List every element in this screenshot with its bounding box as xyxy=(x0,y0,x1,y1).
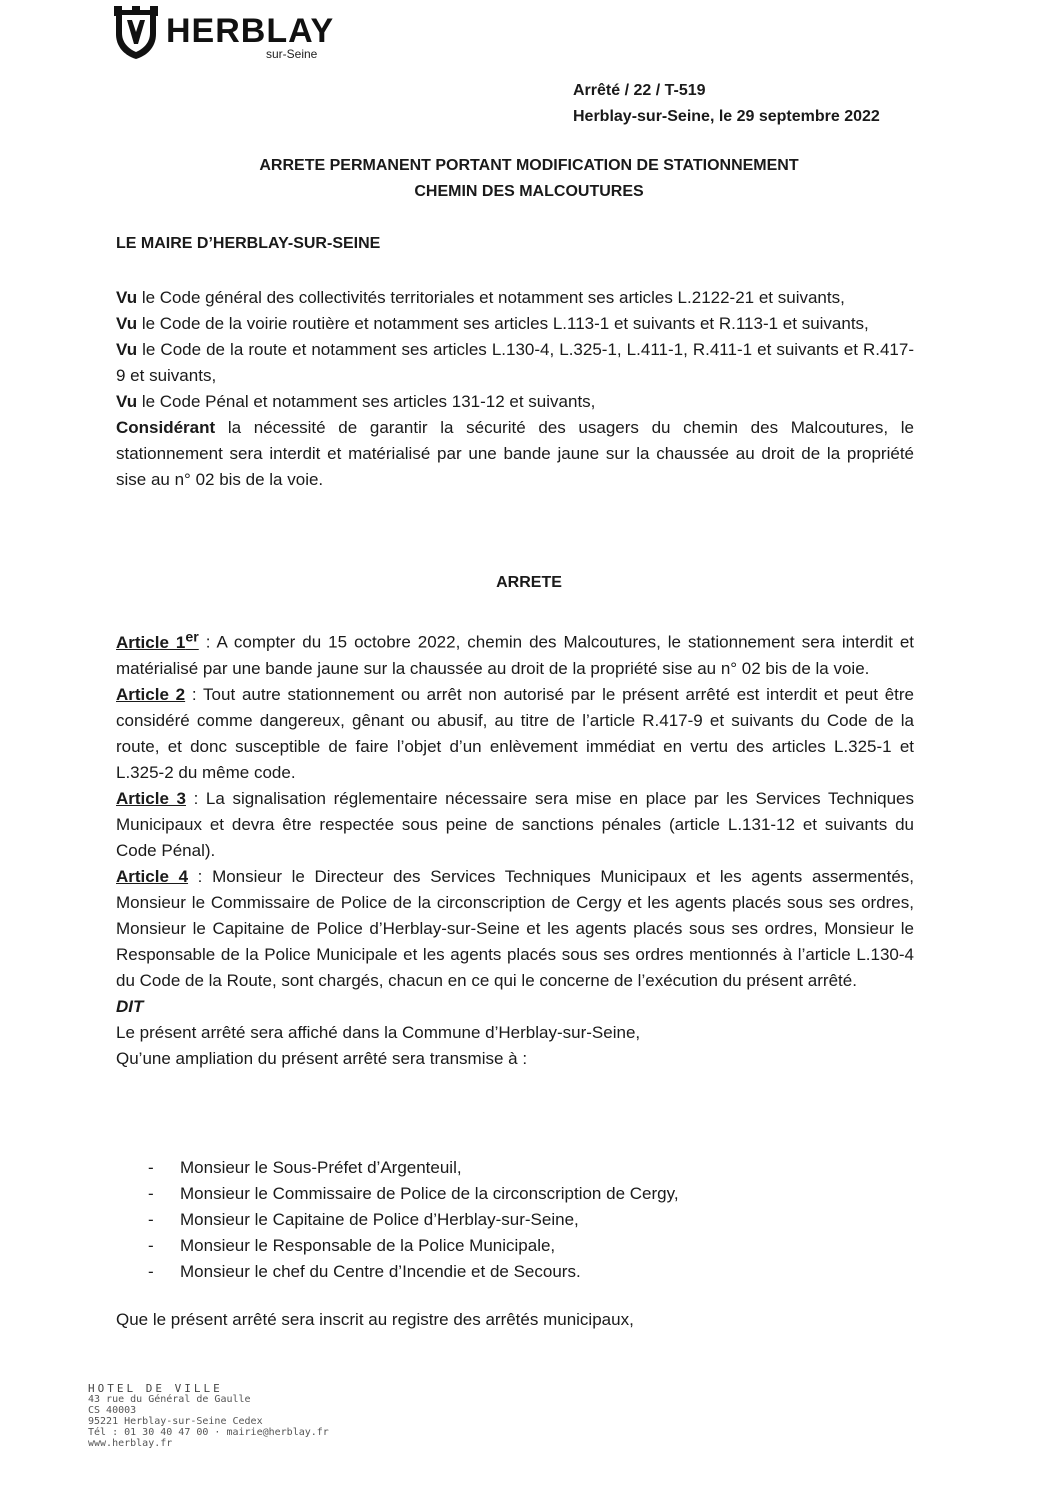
footer-line: www.herblay.fr xyxy=(88,1438,173,1449)
document-title-line2: CHEMIN DES MALCOUTURES xyxy=(414,183,644,200)
visa-text: le Code Pénal et notamment ses articles 131-12 et suivants, xyxy=(137,392,596,411)
article-label: Article 1er xyxy=(116,629,199,652)
visa-text: le Code général des collectivités territoriales et notamment ses articles L.2122-21 et suivants, xyxy=(137,288,845,307)
dash-bullet: - xyxy=(148,1236,154,1255)
article-sup: er xyxy=(185,629,199,645)
visas-section xyxy=(116,285,914,493)
logo-subtitle: sur-Seine xyxy=(266,47,318,61)
footer-line: 43 rue du Général de Gaulle xyxy=(88,1394,251,1405)
city-logo xyxy=(112,6,342,62)
article-label: Article 2 xyxy=(116,684,186,704)
issuing-authority: LE MAIRE D’HERBLAY-SUR-SEINE xyxy=(116,235,381,252)
footer-line: 95221 Herblay-sur-Seine Cedex xyxy=(88,1416,263,1427)
decree-reference: Arrêté / 22 / T-519 xyxy=(573,82,706,99)
visa-paragraph xyxy=(116,389,914,415)
article-label: Article 3 xyxy=(116,788,186,808)
articles-section xyxy=(116,624,914,1072)
list-item: - Monsieur le chef du Centre d’Incendie et de Secours. xyxy=(148,1259,679,1285)
dit-line: Qu’une ampliation du présent arrêté sera transmise à : xyxy=(116,1048,528,1068)
considerant-paragraph xyxy=(116,415,914,493)
article-paragraph xyxy=(116,864,914,994)
considerant-text: la nécessité de garantir la sécurité des usagers du chemin des Malcoutures, le stationnement sera interdit et matérialisé par une bande jaune sur la chaussée au droit de la propriété sise au n° 02 bis de la voie. xyxy=(116,418,914,489)
article-paragraph xyxy=(116,624,914,682)
visa-lead: Vu xyxy=(116,340,138,359)
decision-heading: ARRETE xyxy=(496,574,562,591)
article-text: : A compter du 15 octobre 2022, chemin des Malcoutures, le stationnement sera interdit et matérialisé par une bande jaune sur la chaussée au droit de la propriété sise au n° 02 bis de la voie. xyxy=(116,632,915,678)
dit-line: Le présent arrêté sera affiché dans la Commune d’Herblay-sur-Seine, xyxy=(116,1022,641,1042)
place-date: Herblay-sur-Seine, le 29 septembre 2022 xyxy=(573,108,880,125)
list-item: - Monsieur le Sous-Préfet d’Argenteuil, xyxy=(148,1155,679,1181)
closing-line: Que le présent arrêté sera inscrit au registre des arrêtés municipaux, xyxy=(116,1310,634,1329)
article-text: : Monsieur le Directeur des Services Techniques Municipaux et les agents assermentés, Monsieur le Commissaire de Police de la circonscription de Cergy et les agents placés sous ses ordres, Monsieur le Capitaine de Police d’Herblay-sur-Seine et les agents placés sous ses ordres, Monsieur le Responsable de la Police Municipale et les agents placés sous ses ordres mentionnés à l’article L.130-4 du Code de la Route, sont chargés, chacun en ce qui le concerne de l’exécution du présent arrêté. xyxy=(116,866,914,990)
visa-lead: Vu xyxy=(116,392,138,411)
article-label: Article 4 xyxy=(116,866,189,886)
dash-bullet: - xyxy=(148,1262,154,1281)
logo-name: HERBLAY xyxy=(166,12,335,50)
footer-line: CS 40003 xyxy=(88,1405,137,1416)
considerant-lead: Considérant xyxy=(116,418,216,437)
article-paragraph xyxy=(116,682,914,786)
visa-text: le Code de la voirie routière et notamment ses articles L.113-1 et suivants et R.113-1 et suivants, xyxy=(137,314,869,333)
dash-bullet: - xyxy=(148,1184,154,1203)
dit-heading: DIT xyxy=(116,996,144,1016)
dash-bullet: - xyxy=(148,1210,154,1229)
article-text: : La signalisation réglementaire nécessaire sera mise en place par les Services Techniques Municipaux et devra être respectée sous peine de sanctions pénales (article L.131-12 et suivants du Code Pénal). xyxy=(116,788,914,860)
visa-paragraph xyxy=(116,337,914,389)
visa-text: le Code de la route et notamment ses articles L.130-4, L.325-1, L.411-1, R.411-1 et suivants et R.417-9 et suivants, xyxy=(116,340,914,385)
visa-paragraph xyxy=(116,311,914,337)
dash-bullet: - xyxy=(148,1158,154,1177)
city-crest-icon xyxy=(112,6,160,60)
article-text: : Tout autre stationnement ou arrêt non autorisé par le présent arrêté est interdit et peut être considéré comme dangereux, gênant ou abusif, au titre de l’article R.417-9 et suivants du Code de la route, et donc susceptible de faire l’objet d’un enlèvement immédiat en vertu des articles L.325-1 et L.325-2 du même code. xyxy=(116,684,914,782)
list-item: - Monsieur le Responsable de la Police Municipale, xyxy=(148,1233,679,1259)
visa-paragraph xyxy=(116,285,914,311)
footer-line: HOTEL DE VILLE xyxy=(88,1382,223,1395)
article-paragraph xyxy=(116,786,914,864)
visa-lead: Vu xyxy=(116,288,138,307)
footer-line: Tél : 01 30 40 47 00 · mairie@herblay.fr xyxy=(88,1427,329,1438)
list-item: - Monsieur le Capitaine de Police d’Herblay-sur-Seine, xyxy=(148,1207,679,1233)
list-item: - Monsieur le Commissaire de Police de la circonscription de Cergy, xyxy=(148,1181,679,1207)
recipients-list xyxy=(148,1155,679,1285)
document-title-line1: ARRETE PERMANENT PORTANT MODIFICATION DE STATIONNEMENT xyxy=(259,157,799,174)
footer-address xyxy=(88,1383,329,1449)
visa-lead: Vu xyxy=(116,314,138,333)
